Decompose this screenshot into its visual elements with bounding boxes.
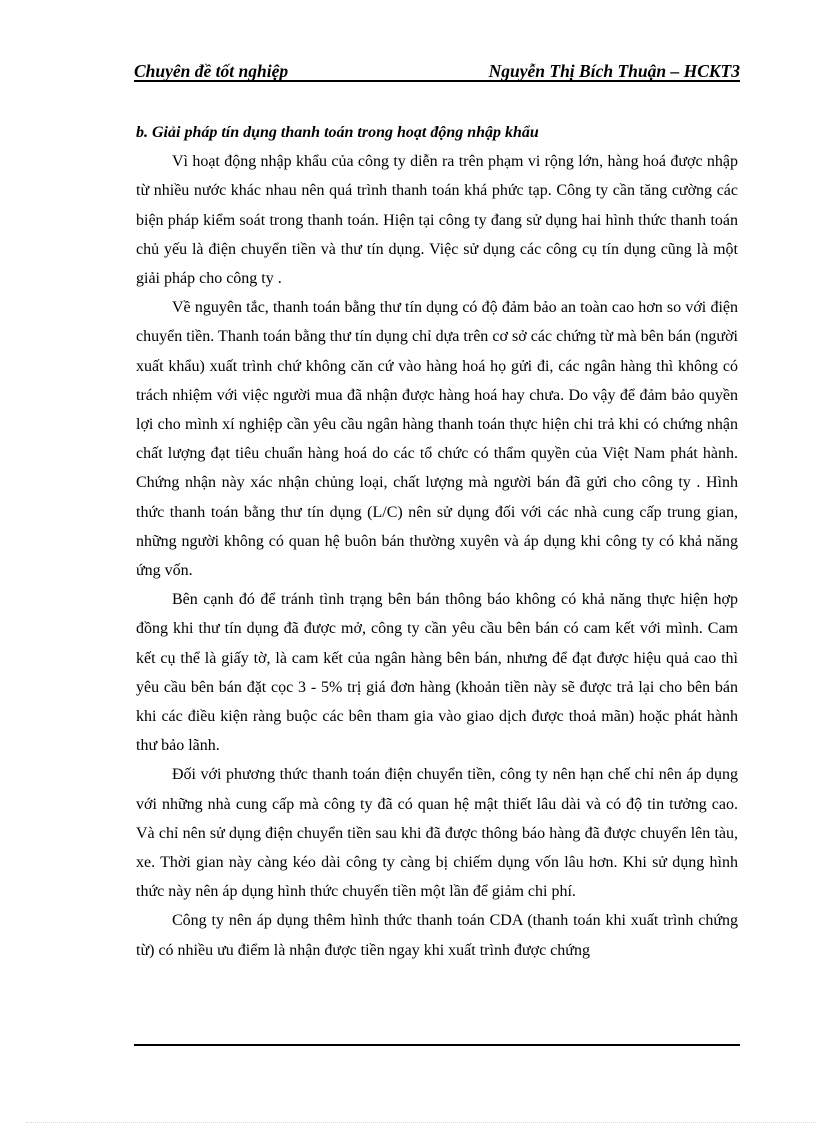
section-title: b. Giải pháp tín dụng thanh toán trong hoạt động nhập khẩu: [136, 124, 539, 141]
paragraph-2: Về nguyên tắc, thanh toán bằng thư tín dụng có độ đảm bảo an toàn cao hơn so với điện chuyển tiền. Thanh toán bằng thư tín dụng chỉ dựa trên cơ sở các chứng từ mà bên bán (người xuất khẩu) xuất trình chứ không căn cứ vào hàng hoá họ gửi đi, các ngân hàng thì không có trách nhiệm với việc người mua đã nhận được hàng hoá hay chưa. Do vậy để đảm bảo quyền lợi cho mình xí nghiệp cần yêu cầu ngân hàng thanh toán thực hiện chi trả khi có chứng nhận chất lượng đạt tiêu chuẩn hàng hoá do các tổ chức có thẩm quyền của Việt Nam phát hành. Chứng nhận này xác nhận chủng loại, chất lượng mà người bán đã gửi cho công ty . Hình thức thanh toán bằng thư tín dụng (L/C) nên sử dụng đối với các nhà cung cấp trung gian, những người không có quan hệ buôn bán thường xuyên và áp dụng khi công ty có khả năng ứng vốn.: [136, 299, 738, 580]
paragraph-3: Bên cạnh đó để tránh tình trạng bên bán thông báo không có khả năng thực hiện hợp đồng khi thư tín dụng đã được mở, công ty cần yêu cầu bên bán có cam kết với mình. Cam kết cụ thể là giấy tờ, là cam kết của ngân hàng bên bán, nhưng để đạt được hiệu quả cao thì yêu cầu bên bán đặt cọc 3 - 5% trị giá đơn hàng (khoản tiền này sẽ được trả lại cho bên bán khi các điều kiện ràng buộc các bên tham gia vào giao dịch được thoả mãn) hoặc phát hành thư bảo lãnh.: [136, 591, 738, 755]
paragraph-5: Công ty nên áp dụng thêm hình thức thanh toán CDA (thanh toán khi xuất trình chứng từ) có nhiều ưu điểm là nhận được tiền ngay khi xuất trình được chứng: [136, 912, 738, 959]
paragraph-4: Đối với phương thức thanh toán điện chuyển tiền, công ty nên hạn chế chỉ nên áp dụng với những nhà cung cấp mà công ty đã có quan hệ mật thiết lâu dài và có độ tin tưởng cao. Và chỉ nên sử dụng điện chuyển tiền sau khi đã được thông báo hàng đã được chuyển lên tàu, xe. Thời gian này càng kéo dài công ty càng bị chiếm dụng vốn lâu hơn. Khi sử dụng hình thức này nên áp dụng hình thức chuyển tiền một lần để giảm chi phí.: [136, 766, 738, 901]
document-body: [136, 118, 738, 965]
footer-divider: [134, 1044, 740, 1046]
header-divider: [134, 80, 740, 82]
paragraph-1: Vì hoạt động nhập khẩu của công ty diễn ra trên phạm vi rộng lớn, hàng hoá được nhập từ nhiều nước khác nhau nên quá trình thanh toán khá phức tạp. Công ty cần tăng cường các biện pháp kiểm soát trong thanh toán. Hiện tại công ty đang sử dụng hai hình thức thanh toán chủ yếu là điện chuyển tiền và thư tín dụng. Việc sử dụng các công cụ tín dụng cũng là một giải pháp cho công ty .: [136, 153, 738, 288]
header-document-type: Chuyên đề tốt nghiệp: [134, 61, 289, 81]
page-header: [134, 56, 740, 82]
header-author: Nguyễn Thị Bích Thuận – HCKT3: [488, 61, 740, 81]
